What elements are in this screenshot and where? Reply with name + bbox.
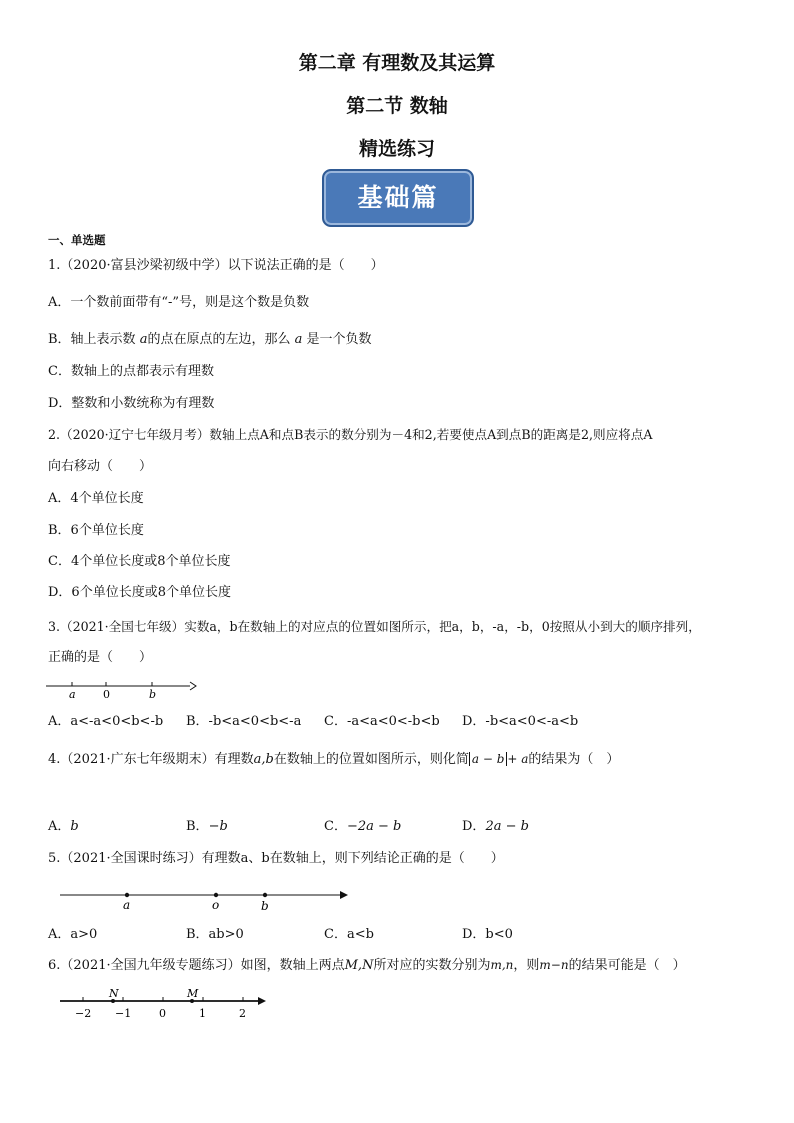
q1-option-a: A．一个数前面带有“-”号，则是这个数是负数 xyxy=(48,295,310,310)
q2-option-c: C．4个单位长度或8个单位长度 xyxy=(48,554,231,569)
q6-tick-1: 1 xyxy=(199,1007,206,1020)
q6-number-line xyxy=(60,987,270,1021)
q1-option-b-post: 是一个负数 xyxy=(306,332,372,347)
q3-stem-line1: 3.（2021·全国七年级）实数a，b在数轴上的对应点的位置如图所示，把a，b，-a，-b，0按照从小到大的顺序排列， xyxy=(48,619,701,634)
q6-expr: m−n xyxy=(539,958,569,972)
q6-stem-mid2: ，则 xyxy=(513,958,540,973)
q1-stem: 1.（2020·富县沙梁初级中学）以下说法正确的是（ ） xyxy=(48,258,384,273)
subtitle: 精选练习 xyxy=(358,138,435,160)
q4-stem-mid: 在数轴上的位置如图所示，则化简 xyxy=(273,752,469,767)
q3-option-d: D．-b<a<0<-a<b xyxy=(462,714,579,729)
q4-option-a xyxy=(48,818,79,836)
q3-axis-label-b: b xyxy=(149,688,157,701)
q6-vars-mn-lower: m,n xyxy=(490,958,514,972)
q6-tick-neg1: −1 xyxy=(115,1007,132,1020)
q5-number-line xyxy=(60,887,352,913)
q6-tick-neg2: −2 xyxy=(75,1007,92,1020)
q3-option-b: B．-b<a<0<b<-a xyxy=(186,714,302,729)
q2-option-d: D．6个单位长度或8个单位长度 xyxy=(48,585,231,600)
q6-tick-0: 0 xyxy=(159,1007,166,1020)
q6-stem xyxy=(48,956,686,975)
q1-option-d: D．整数和小数统称为有理数 xyxy=(48,396,215,411)
q6-stem-pre: 6.（2021·全国九年级专题练习）如图，数轴上两点 xyxy=(48,958,345,973)
q3-number-line xyxy=(46,678,196,700)
q6-point-n: N xyxy=(109,987,119,1000)
q5-option-d: D．b<0 xyxy=(462,927,513,942)
q6-point-m: M xyxy=(187,987,199,1000)
q6-stem-mid: 所对应的实数分别为 xyxy=(373,958,491,973)
q2-option-b: B．6个单位长度 xyxy=(48,523,144,538)
q5-axis-label-b: b xyxy=(261,899,269,913)
q4-abs-expr: a − b xyxy=(469,752,508,766)
q5-option-a: A．a>0 xyxy=(48,927,98,942)
q1-option-b-pre: B．轴上表示数 xyxy=(48,332,136,347)
q4-option-a-label: A． xyxy=(48,819,71,834)
q5-stem: 5.（2021·全国课时练习）有理数a、b在数轴上，则下列结论正确的是（ ） xyxy=(48,851,504,866)
q4-option-d xyxy=(462,818,529,836)
q4-option-b xyxy=(186,818,228,836)
q3-axis-label-a: a xyxy=(69,688,76,701)
level-badge-label: 基础篇 xyxy=(357,183,439,212)
q4-option-c-label: C． xyxy=(324,819,347,834)
q3-option-a: A．a<-a<0<b<-b xyxy=(48,714,164,729)
q6-vars-mn: M,N xyxy=(344,958,374,973)
q1-var-a-2: a xyxy=(294,332,303,347)
q4-option-d-value: 2a − b xyxy=(485,819,529,834)
q4-option-c xyxy=(324,818,401,836)
level-badge xyxy=(322,169,474,227)
q4-option-b-label: B． xyxy=(186,819,209,834)
section-title: 第二节 数轴 xyxy=(346,95,448,117)
q5-axis-label-a: a xyxy=(123,898,131,912)
q4-option-b-value: −b xyxy=(208,819,228,834)
q4-vars: a,b xyxy=(253,752,274,767)
q4-stem-pre: 4.（2021·广东七年级期末）有理数 xyxy=(48,752,254,767)
q4-option-a-value: b xyxy=(70,819,79,834)
q4-stem-post: 的结果为（ ） xyxy=(528,752,620,767)
q1-option-b-mid: 的点在原点的左边，那么 xyxy=(147,332,291,347)
q2-stem-line2: 向右移动（ ） xyxy=(48,459,153,474)
q2-stem-line1: 2.（2020·辽宁七年级月考）数轴上点A和点B表示的数分别为－4和2,若要使点A到点B的距离是2,则应将点A xyxy=(48,427,653,442)
q1-option-c: C．数轴上的点都表示有理数 xyxy=(48,364,214,379)
q6-stem-post: 的结果可能是（ ） xyxy=(568,958,686,973)
q1-option-b xyxy=(48,331,372,349)
chapter-title: 第二章 有理数及其运算 xyxy=(298,52,496,74)
q5-option-c: C．a<b xyxy=(324,927,374,942)
q4-option-d-label: D． xyxy=(462,819,486,834)
q4-option-c-value: −2a − b xyxy=(346,819,402,834)
q2-option-a: A．4个单位长度 xyxy=(48,491,144,506)
q3-axis-label-0: 0 xyxy=(103,688,110,701)
q4-stem xyxy=(48,750,619,769)
q3-stem-line2: 正确的是（ ） xyxy=(48,650,153,665)
q1-var-a: a xyxy=(139,332,148,347)
q3-option-c: C．-a<a<0<-b<b xyxy=(324,714,440,729)
q6-tick-2: 2 xyxy=(239,1007,246,1020)
q5-axis-label-o: o xyxy=(212,898,220,912)
q5-option-b: B．ab>0 xyxy=(186,927,244,942)
q4-plus-a: + a xyxy=(507,752,529,766)
section-heading: 一、单选题 xyxy=(48,233,106,247)
